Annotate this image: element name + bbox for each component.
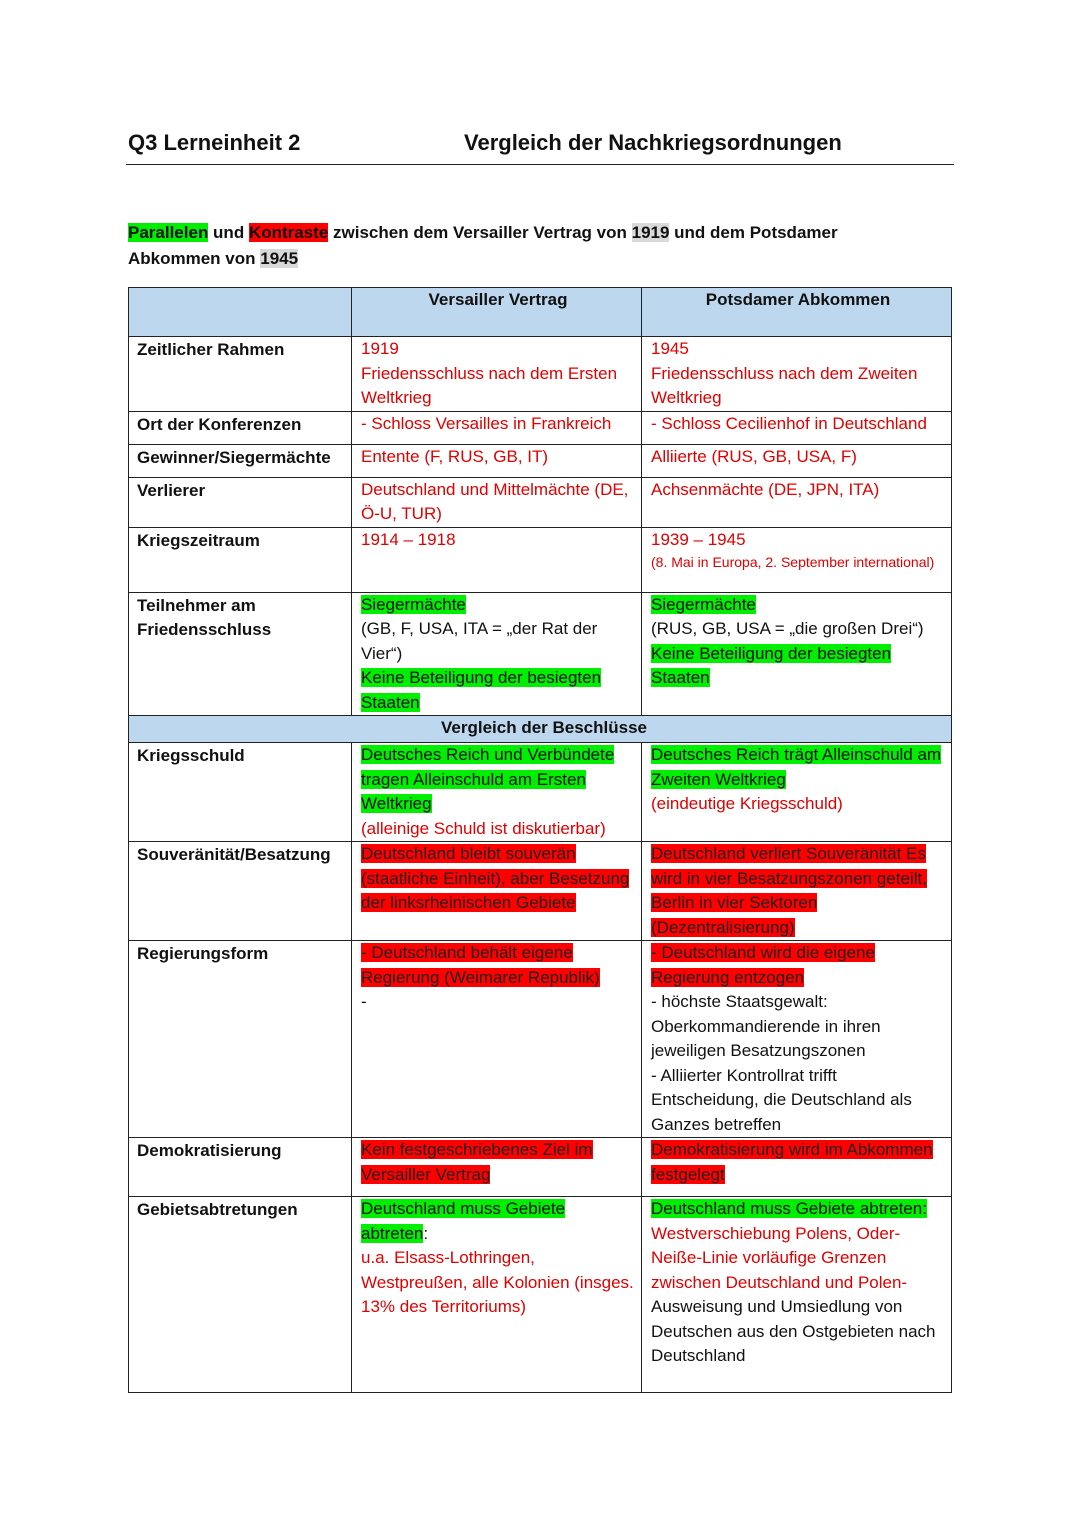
table-row (129, 444, 952, 477)
cell-text: Ausweisung und Umsiedlung von Deutschen aus den Ostgebieten nach Deutschland (651, 1297, 936, 1365)
intro-text: und (208, 223, 249, 242)
comparison-table (128, 287, 952, 1393)
parallel-highlight: Siegermächte (651, 594, 756, 614)
cell-text: (eindeutige Kriegsschuld) (651, 794, 843, 813)
row-label: Gebietsabtretungen (137, 1200, 298, 1219)
table-row (129, 337, 952, 412)
contrast-highlight: Deutschland bleibt souverän (staatliche Einheit), aber Besetzung der linksrheinischen Gebiete (361, 844, 630, 912)
table-row (129, 743, 952, 842)
table-row (129, 477, 952, 527)
cell-text: - Alliierter Kontrollrat trifft Entscheidung, die Deutschland als Ganzes betreffen (651, 1065, 912, 1134)
table-row (129, 1138, 952, 1197)
table-row (129, 1197, 952, 1393)
row-label: Demokratisierung (137, 1141, 282, 1160)
parallel-highlight: Keine Beteiligung der besiegten Staaten (651, 643, 892, 687)
cell-text: - (361, 992, 367, 1011)
row-label: Kriegszeitraum (137, 530, 260, 550)
intro-paragraph (128, 220, 928, 272)
cell-text: Friedensschluss nach dem Zweiten Weltkrieg (651, 363, 918, 407)
column-header-potsdam: Potsdamer Abkommen (642, 288, 952, 337)
row-label: Zeitlicher Rahmen (137, 340, 285, 359)
legend-parallelen: Parallelen (128, 223, 209, 242)
page-title: Vergleich der Nachkriegsordnungen (464, 130, 842, 155)
cell-text: - Schloss Versailles in Frankreich (361, 413, 612, 433)
cell-text: Westverschiebung Polens, Oder-Neiße-Linie vorläufige Grenzen zwischen Deutschland und Polen- (651, 1223, 908, 1292)
cell-text: (GB, F, USA, ITA = „der Rat der Vier“) (361, 619, 598, 663)
cell-text: 1914 – 1918 (361, 529, 456, 549)
intro-text: und dem Potsdamer Abkommen von (128, 223, 838, 268)
cell-text: (RUS, GB, USA = „die großen Drei“) (651, 619, 924, 638)
contrast-highlight: Deutschland verliert Souveränität Es wird in vier Besatzungszonen geteilt, Berlin in vier Sektoren (Dezentralisierung) (651, 844, 927, 937)
year-1919: 1919 (631, 223, 670, 242)
legend-kontraste: Kontraste (248, 223, 329, 242)
cell-text: Alliierte (RUS, GB, USA, F) (651, 446, 857, 466)
cell-text: Entente (F, RUS, GB, IT) (361, 446, 549, 466)
table-header-row (129, 288, 952, 337)
row-label: Verlierer (137, 480, 206, 500)
cell-text: 1919 (361, 339, 399, 358)
cell-text: u.a. Elsass-Lothringen, Westpreußen, alle Kolonien (insges. 13% des Territoriums) (361, 1248, 634, 1316)
contrast-highlight: Demokratisierung wird im Abkommen festgelegt (651, 1140, 933, 1184)
table-row (129, 411, 952, 444)
contrast-highlight: Kein festgeschriebenes Ziel im Versailler Vertrag (361, 1140, 593, 1184)
cell-text: - Schloss Cecilienhof in Deutschland (651, 413, 927, 433)
cell-text: (alleinige Schuld ist diskutierbar) (361, 818, 606, 838)
contrast-highlight: - Deutschland wird die eigene Regierung entzogen (651, 943, 875, 987)
empty-header-cell (129, 288, 352, 337)
parallel-highlight: Deutsches Reich und Verbündete tragen Alleinschuld am Ersten Weltkrieg (361, 745, 615, 813)
cell-text: Deutschland und Mittelmächte (DE, Ö-U, TUR) (361, 479, 629, 523)
cell-text: 1939 – 1945 (651, 529, 746, 549)
year-1945: 1945 (260, 249, 299, 268)
cell-text: : (423, 1223, 429, 1243)
parallel-highlight: Deutsches Reich trägt Alleinschuld am Zweiten Weltkrieg (651, 745, 942, 789)
row-label: Ort der Konferenzen (137, 414, 302, 434)
column-header-versailles: Versailler Vertrag (352, 288, 642, 337)
parallel-highlight: Siegermächte (361, 594, 466, 614)
intro-text: zwischen dem Versailler Vertrag von (328, 223, 632, 242)
parallel-highlight: Deutschland muss Gebiete abtreten (361, 1199, 566, 1243)
cell-text: Achsenmächte (DE, JPN, ITA) (651, 479, 880, 499)
row-label: Gewinner/Siegermächte (137, 447, 331, 467)
cell-text: - höchste Staatsgewalt: Oberkommandierende in ihren jeweiligen Besatzungszonen (651, 992, 881, 1060)
lesson-code: Q3 Lerneinheit 2 (128, 130, 301, 155)
parallel-highlight: Deutschland muss Gebiete abtreten: (651, 1199, 927, 1218)
cell-note: (8. Mai in Europa, 2. September international) (651, 554, 935, 570)
cell-text: Friedensschluss nach dem Ersten Weltkrieg (361, 363, 618, 407)
row-label: Teilnehmer am Friedensschluss (137, 595, 272, 639)
table-row (129, 592, 952, 716)
section-header-beschluesse: Vergleich der Beschlüsse (129, 716, 952, 743)
parallel-highlight: Keine Beteiligung der besiegten Staaten (361, 668, 602, 712)
cell-text: 1945 (651, 339, 689, 358)
section-header-row (129, 716, 952, 743)
page-header (126, 130, 954, 165)
row-label: Souveränität/Besatzung (137, 845, 331, 864)
contrast-highlight: - Deutschland behält eigene Regierung (Weimarer Republik) (361, 943, 600, 987)
row-label: Kriegsschuld (137, 746, 245, 765)
row-label: Regierungsform (137, 944, 269, 963)
table-row (129, 941, 952, 1138)
table-row (129, 842, 952, 941)
table-row (129, 527, 952, 592)
